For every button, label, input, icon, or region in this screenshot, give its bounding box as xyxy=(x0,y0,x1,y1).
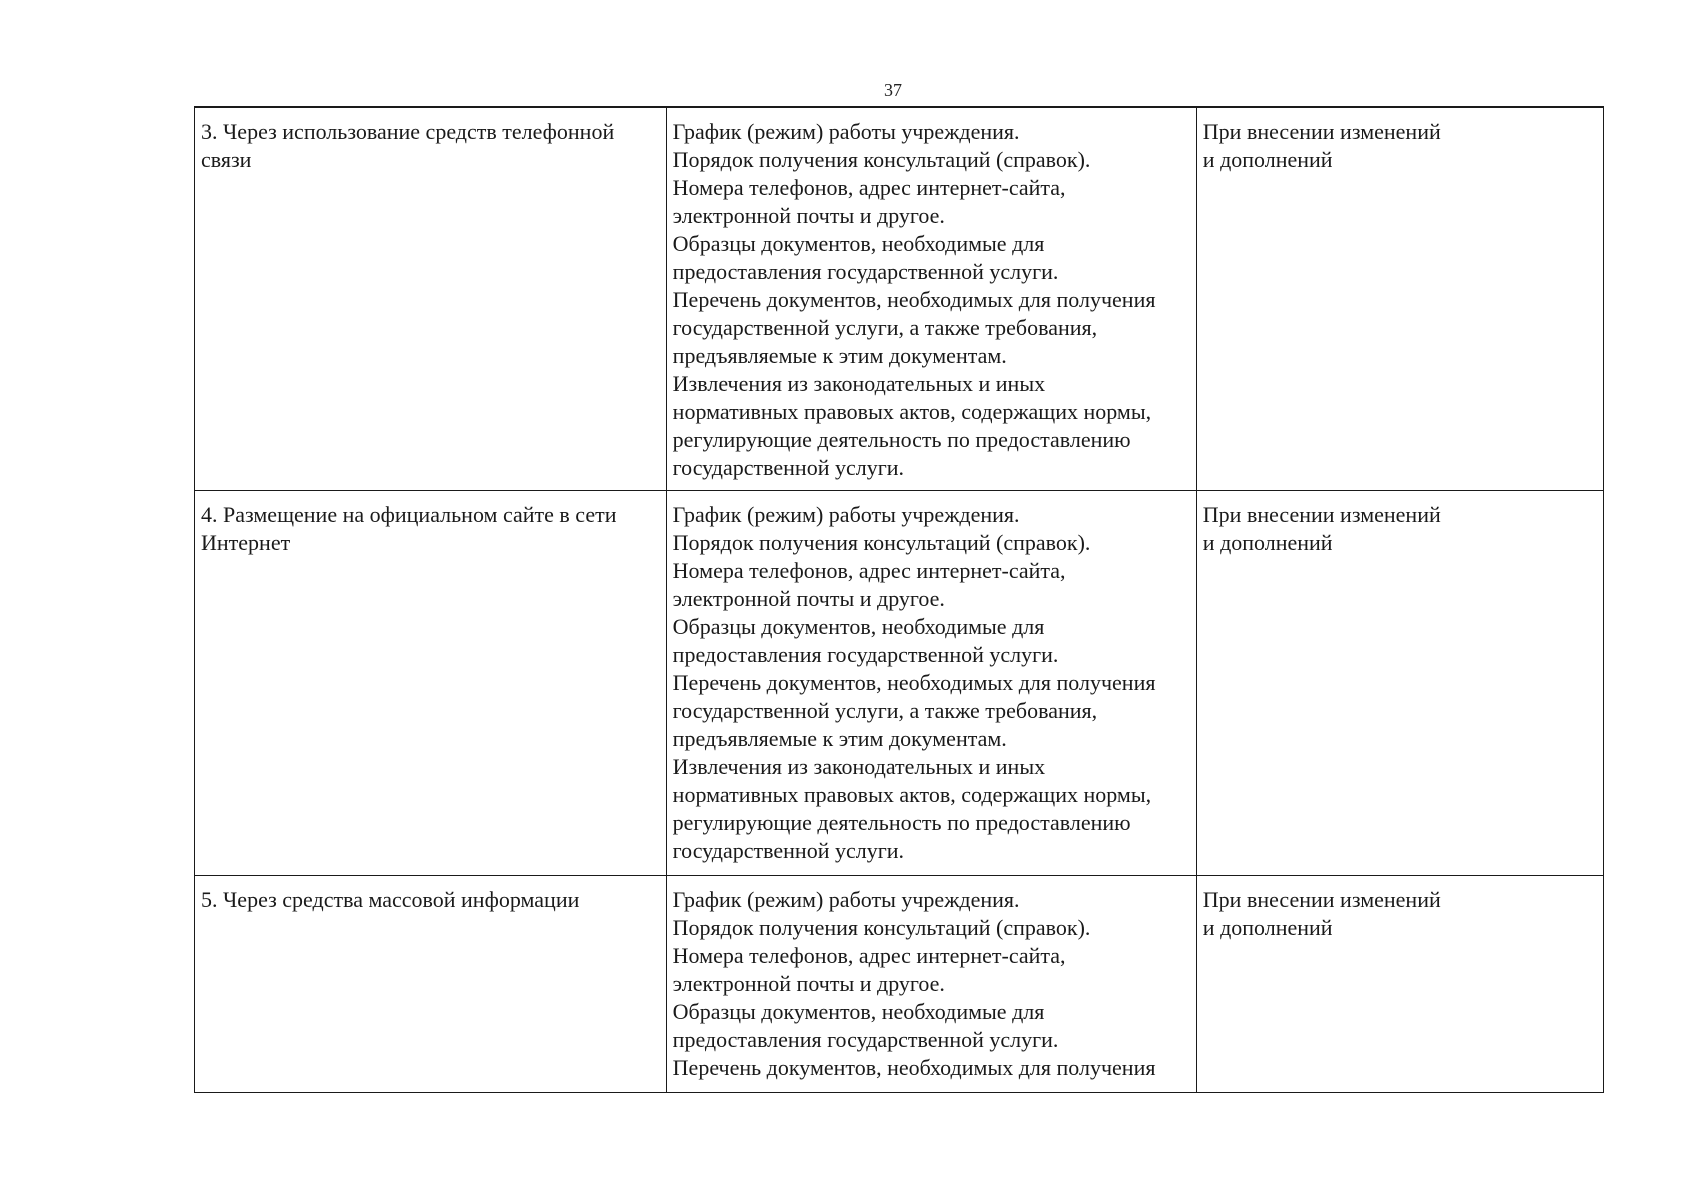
content-cell xyxy=(666,107,1196,491)
period-cell xyxy=(1196,107,1603,491)
content-line: Перечень документов, необходимых для получения xyxy=(672,1055,1156,1080)
content-line: График (режим) работы учреждения. xyxy=(672,502,1020,527)
method-line: 3. Через использование средств телефонной xyxy=(201,119,615,144)
content-line: электронной почты и другое. xyxy=(672,203,945,228)
method-line: 5. Через средства массовой информации xyxy=(201,887,580,912)
content-line: предоставления государственной услуги. xyxy=(672,1027,1059,1052)
content-line: Образцы документов, необходимые для xyxy=(672,231,1045,256)
information-table xyxy=(194,106,1604,1093)
content-line: Номера телефонов, адрес интернет-сайта, xyxy=(672,943,1066,968)
content-line: предоставления государственной услуги. xyxy=(672,642,1059,667)
content-line: Порядок получения консультаций (справок). xyxy=(672,915,1091,940)
content-line: Перечень документов, необходимых для получения xyxy=(672,670,1156,695)
content-line: График (режим) работы учреждения. xyxy=(672,887,1020,912)
method-cell xyxy=(195,876,667,1093)
method-line: связи xyxy=(201,147,252,172)
period-line: При внесении изменений xyxy=(1202,502,1441,527)
content-line: предоставления государственной услуги. xyxy=(672,259,1059,284)
page-number: 37 xyxy=(884,80,902,100)
content-line: Образцы документов, необходимые для xyxy=(672,614,1045,639)
content-line: нормативных правовых актов, содержащих нормы, xyxy=(672,782,1152,807)
content-line: Образцы документов, необходимые для xyxy=(672,999,1045,1024)
content-line: Номера телефонов, адрес интернет-сайта, xyxy=(672,175,1066,200)
content-line: Перечень документов, необходимых для получения xyxy=(672,287,1156,312)
method-cell xyxy=(195,107,667,491)
method-cell xyxy=(195,491,667,876)
content-line: Порядок получения консультаций (справок). xyxy=(672,147,1091,172)
content-line: электронной почты и другое. xyxy=(672,586,945,611)
content-line: государственной услуги, а также требования, xyxy=(672,315,1098,340)
content-line: государственной услуги. xyxy=(672,838,905,863)
table-row xyxy=(195,491,1604,876)
method-line: Интернет xyxy=(201,530,291,555)
period-cell xyxy=(1196,876,1603,1093)
content-line: государственной услуги. xyxy=(672,455,905,480)
period-line: и дополнений xyxy=(1202,915,1333,940)
period-line: и дополнений xyxy=(1202,147,1333,172)
content-line: предъявляемые к этим документам. xyxy=(672,343,1007,368)
method-line: 4. Размещение на официальном сайте в сети xyxy=(201,502,617,527)
period-line: и дополнений xyxy=(1202,530,1333,555)
content-line: Порядок получения консультаций (справок). xyxy=(672,530,1091,555)
content-line: государственной услуги, а также требования, xyxy=(672,698,1098,723)
content-line: Извлечения из законодательных и иных xyxy=(672,371,1046,396)
period-cell xyxy=(1196,491,1603,876)
content-cell xyxy=(666,491,1196,876)
period-line: При внесении изменений xyxy=(1202,887,1441,912)
period-line: При внесении изменений xyxy=(1202,119,1441,144)
content-line: График (режим) работы учреждения. xyxy=(672,119,1020,144)
content-line: регулирующие деятельность по предоставлению xyxy=(672,810,1131,835)
content-line: Номера телефонов, адрес интернет-сайта, xyxy=(672,558,1066,583)
content-line: электронной почты и другое. xyxy=(672,971,945,996)
content-line: регулирующие деятельность по предоставлению xyxy=(672,427,1131,452)
table-row xyxy=(195,107,1604,491)
content-line: нормативных правовых актов, содержащих нормы, xyxy=(672,399,1152,424)
content-line: предъявляемые к этим документам. xyxy=(672,726,1007,751)
content-line: Извлечения из законодательных и иных xyxy=(672,754,1046,779)
content-cell xyxy=(666,876,1196,1093)
table-row xyxy=(195,876,1604,1093)
